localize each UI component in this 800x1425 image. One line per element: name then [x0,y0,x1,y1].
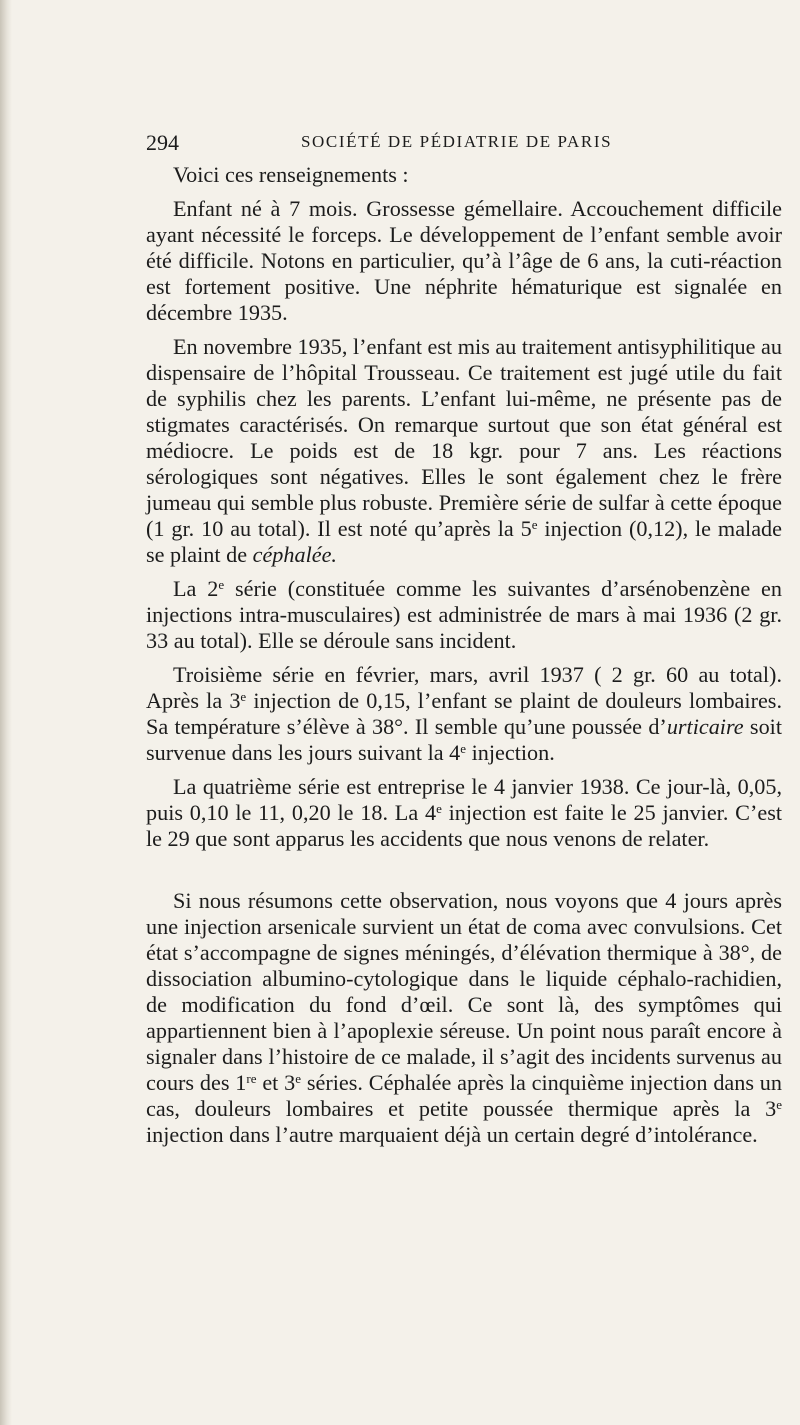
text-run: La 2 [173,576,219,601]
text-run: injection de 0,15, l’enfant se plaint de douleurs lombaires. Sa température s’élève à 38°. Il semble qu’une poussée d’ [146,688,782,739]
paragraph [146,888,782,1148]
superscript: e [240,689,247,704]
superscript: e [218,577,225,592]
text-run: Si nous résumons cette observation, nous voyons que 4 jours après une injection arsenicale survient un état de coma avec convulsions. Cet état s’accompagne de signes méningés, d’élévation thermique à 38°, de dissociation albumino-cytologique dans le liquide céphalo-rachidien, de modification du fond d’œil. Ce sont là, des symptômes qui appartiennent bien à l’apoplexie séreuse. Un point nous paraît encore à signaler dans l’histoire de ce malade, il s’agit des incidents survenus au cours des 1 [146,888,782,1095]
paragraph [146,576,782,654]
superscript: e [531,517,538,532]
text-run: série (constituée comme les suivantes d’arsénobenzène en injections intra-musculaires) est administrée de mars à mai 1936 (2 gr. 33 au total). Elle se déroule sans incident. [146,576,782,653]
paragraph [146,334,782,568]
text-run: séries. Céphalée après la cinquième injection dans un cas, douleurs lombaires et petite poussée thermique après la 3 [146,1070,782,1121]
superscript: e [460,741,467,756]
text-run: injection (0,12), le malade se plaint de [146,516,782,567]
text-run: La quatrième série est entreprise le 4 janvier 1938. Ce jour-là, 0,05, puis 0,10 le 11, 0,20 le 18. La 4 [146,774,782,825]
text-run: injection dans l’autre marquaient déjà un certain degré d’intolérance. [146,1122,758,1147]
page-edge-shadow [0,0,12,1425]
text-run: Enfant né à 7 mois. Grossesse gémellaire. Accouchement difficile ayant nécessité le forceps. Le développement de l’enfant semble avoir été difficile. Notons en particulier, qu’à l’âge de 6 ans, la cuti-réaction est fortement positive. Une néphrite hématurique est signalée en décembre 1935. [146,196,782,325]
page-number: 294 [146,130,179,155]
superscript: e [436,801,442,816]
section-break [146,860,782,888]
text-run: et 3 [256,1070,296,1095]
text-run: soit survenue dans les jours suivant la 4 [146,714,782,765]
body-text [146,162,782,1148]
paragraph [146,774,782,852]
superscript: e [295,1071,302,1086]
text-run: injection. [466,740,555,765]
text-run: Voici ces renseignements : [173,162,409,187]
italic-text: urticaire [666,714,744,739]
book-page [146,128,782,1156]
running-head: SOCIÉTÉ DE PÉDIATRIE DE PARIS [301,132,613,151]
superscript: e [776,1097,782,1112]
text-run: Troisième série en février, mars, avril 1937 ( 2 gr. 60 au total). Après la 3 [146,662,782,713]
italic-text: céphalée. [252,542,337,567]
paragraph [146,162,782,188]
text-run: injection est faite le 25 janvier. C’est le 29 que sont apparus les accidents que nous venons de relater. [146,800,782,851]
paragraph [146,662,782,766]
page-header [146,128,782,162]
text-run: En novembre 1935, l’enfant est mis au traitement antisyphilitique au dispensaire de l’hôpital Trousseau. Ce traitement est jugé utile du fait de syphilis chez les parents. L’enfant lui-même, ne présente pas de stigmates caractérisés. On remarque surtout que son état général est médiocre. Le poids est de 18 kgr. pour 7 ans. Les réactions sérologiques sont négatives. Elles le sont également chez le frère jumeau qui semble plus robuste. Première série de sulfar à cette époque (1 gr. 10 au total). Il est noté qu’après la 5 [146,334,782,541]
superscript: re [246,1071,257,1086]
paragraph [146,196,782,326]
